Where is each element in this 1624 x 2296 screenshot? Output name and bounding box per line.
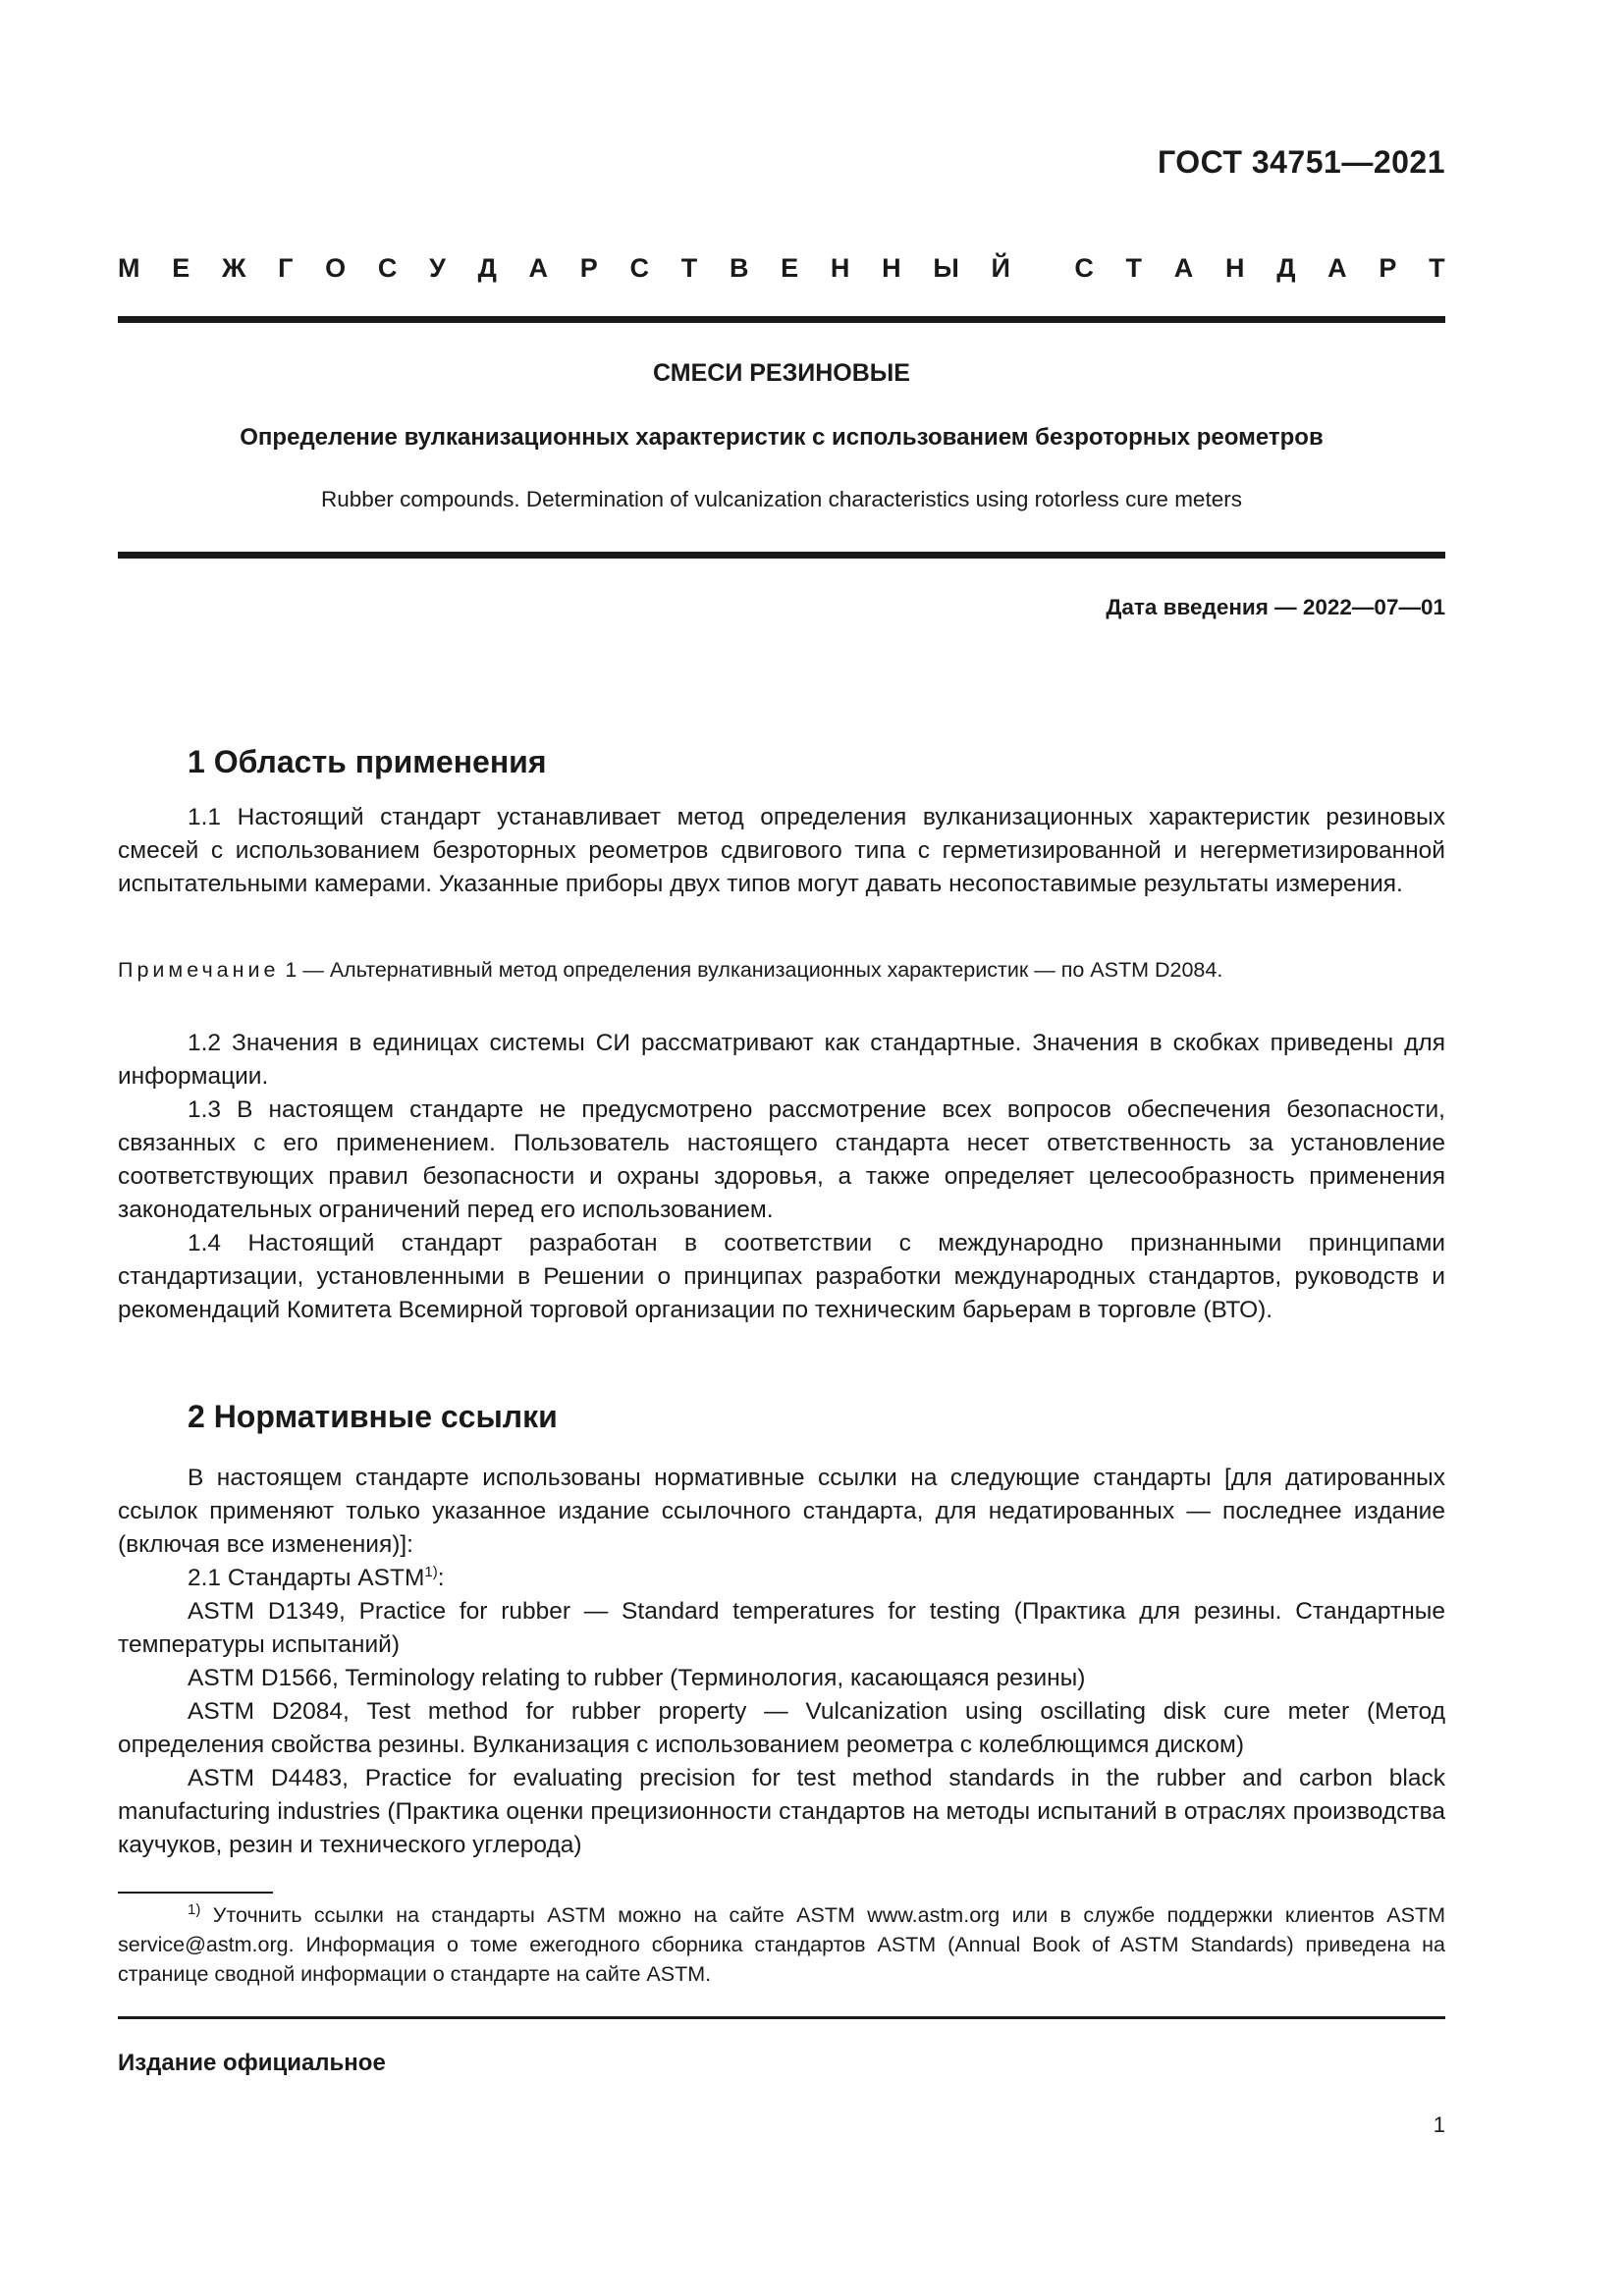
edition-label: Издание официальное xyxy=(118,2050,386,2076)
banner-letter: Ж xyxy=(221,253,246,283)
banner-letter: В xyxy=(729,253,749,283)
standard-type-banner xyxy=(118,253,1445,284)
banner-letter: А xyxy=(1327,253,1347,283)
note-text: 1 — Альтернативный метод определения вулканизационных характеристик — по ASTM D2084. xyxy=(279,958,1223,982)
astm-subsection-colon: : xyxy=(437,1565,445,1591)
section-1-1 xyxy=(118,801,1445,901)
banner-letter: Н xyxy=(1224,253,1245,283)
document-subtitle: Определение вулканизационных характеристик с использованием безроторных реометров xyxy=(240,424,1324,451)
paragraph-1-4: 1.4 Настоящий стандарт разработан в соответствии с международно признанными принципами стандартизации, установленными в Решении о принципах разработки международных стандартов, руководств и рекомендаций Комитета Всемирной торговой организации по техническим барьерам в торговле (ВТО). xyxy=(118,1230,1445,1323)
reference-item: ASTM D1349, Practice for rubber — Standard temperatures for testing (Практика для резины. Стандартные температуры испытаний) xyxy=(118,1598,1445,1658)
banner-letter: Е xyxy=(781,253,799,283)
reference-item: ASTM D2084, Test method for rubber property — Vulcanization using oscillating disk cure meter (Метод определения свойства резины. Вулканизация с использованием реометра с колеблющимся диском) xyxy=(118,1698,1445,1758)
section-2-body xyxy=(118,1462,1445,1862)
footnote-separator xyxy=(118,1892,273,1894)
banner-letter: Ы xyxy=(933,253,959,283)
footnote xyxy=(118,1900,1445,1989)
banner-letter: Н xyxy=(882,253,901,283)
standard-number: ГОСТ 34751—2021 xyxy=(1157,144,1445,180)
document-title: СМЕСИ РЕЗИНОВЫЕ xyxy=(653,359,910,387)
footnote-marker: 1) xyxy=(188,1900,201,1918)
banner-letter: С xyxy=(377,253,398,283)
header-rule xyxy=(118,316,1445,323)
banner-letter: Й xyxy=(991,253,1010,283)
banner-letter: М xyxy=(118,253,140,283)
banner-letter: С xyxy=(1074,253,1094,283)
banner-letter: Т xyxy=(1429,253,1445,283)
reference-item: ASTM D4483, Practice for evaluating precision for test method standards in the rubber and carbon black manufacturing industries (Практика оценки прецизионности стандартов на методы испытаний в отраслях производства каучуков, резин и технического углерода) xyxy=(118,1765,1445,1858)
footer-rule xyxy=(118,2016,1445,2019)
banner-letter: Н xyxy=(830,253,850,283)
references-intro: В настоящем стандарте использованы нормативные ссылки на следующие стандарты [для датированных ссылок применяют только указанное издание ссылочного стандарта, для недатированных — последнее издание (включая все изменения)]: xyxy=(118,1465,1445,1558)
banner-letter: Т xyxy=(680,253,698,283)
astm-subsection xyxy=(118,1562,1445,1595)
paragraph-1-3: 1.3 В настоящем стандарте не предусмотрено рассмотрение всех вопросов обеспечения безопасности, связанных с его применением. Пользователь настоящего стандарта несет ответственность за установление соответствующих правил безопасности и охраны здоровья, а также определяет целесообразность применения законодательных ограничений перед его использованием. xyxy=(118,1096,1445,1223)
section-heading-references: 2 Нормативные ссылки xyxy=(188,1399,558,1434)
banner-letter: Р xyxy=(579,253,598,283)
banner-letter: Р xyxy=(1379,253,1397,283)
banner-letter: Е xyxy=(172,253,190,283)
banner-letter: Д xyxy=(1276,253,1296,283)
note xyxy=(118,955,1445,985)
section-heading-scope: 1 Область применения xyxy=(188,744,547,779)
reference-item: ASTM D1566, Terminology relating to rubber (Терминология, касающаяся резины) xyxy=(188,1665,1086,1691)
banner-letter: Д xyxy=(477,253,497,283)
document-english-title: Rubber compounds. Determination of vulcanization characteristics using rotorless cure meters xyxy=(321,487,1242,511)
note-label: Примечание xyxy=(118,958,280,982)
banner-letter: Г xyxy=(278,253,294,283)
title-rule xyxy=(118,552,1445,559)
banner-letter: У xyxy=(429,253,446,283)
page-number: 1 xyxy=(1433,2112,1445,2137)
paragraph-1-1: 1.1 Настоящий стандарт устанавливает метод определения вулканизационных характеристик резиновых смесей с использованием безроторных реометров сдвигового типа с герметизированной и негерметизированной испытательными камерами. Указанные приборы двух типов могут давать несопоставимые результаты измерения. xyxy=(118,804,1445,897)
footnote-text: Уточнить ссылки на стандарты ASTM можно на сайте ASTM www.astm.org или в службе поддержки клиентов ASTM service@astm.org. Информация о томе ежегодного сборника стандартов ASTM (Annual Book of ASTM Standards) приведена на странице сводной информации о стандарте на сайте ASTM. xyxy=(118,1903,1445,1986)
footnote-ref[interactable]: 1) xyxy=(424,1563,438,1580)
paragraph-1-2: 1.2 Значения в единицах системы СИ рассматривают как стандартные. Значения в скобках приведены для информации. xyxy=(118,1030,1445,1090)
introduction-date: Дата введения — 2022—07—01 xyxy=(1106,595,1445,619)
banner-letter: С xyxy=(629,253,649,283)
section-1-rest xyxy=(118,1027,1445,1327)
banner-letter: Т xyxy=(1125,253,1143,283)
banner-letter: О xyxy=(325,253,347,283)
astm-subsection-label: 2.1 Стандарты ASTM xyxy=(188,1565,425,1591)
banner-letter: А xyxy=(1173,253,1194,283)
banner-letter: А xyxy=(528,253,549,283)
